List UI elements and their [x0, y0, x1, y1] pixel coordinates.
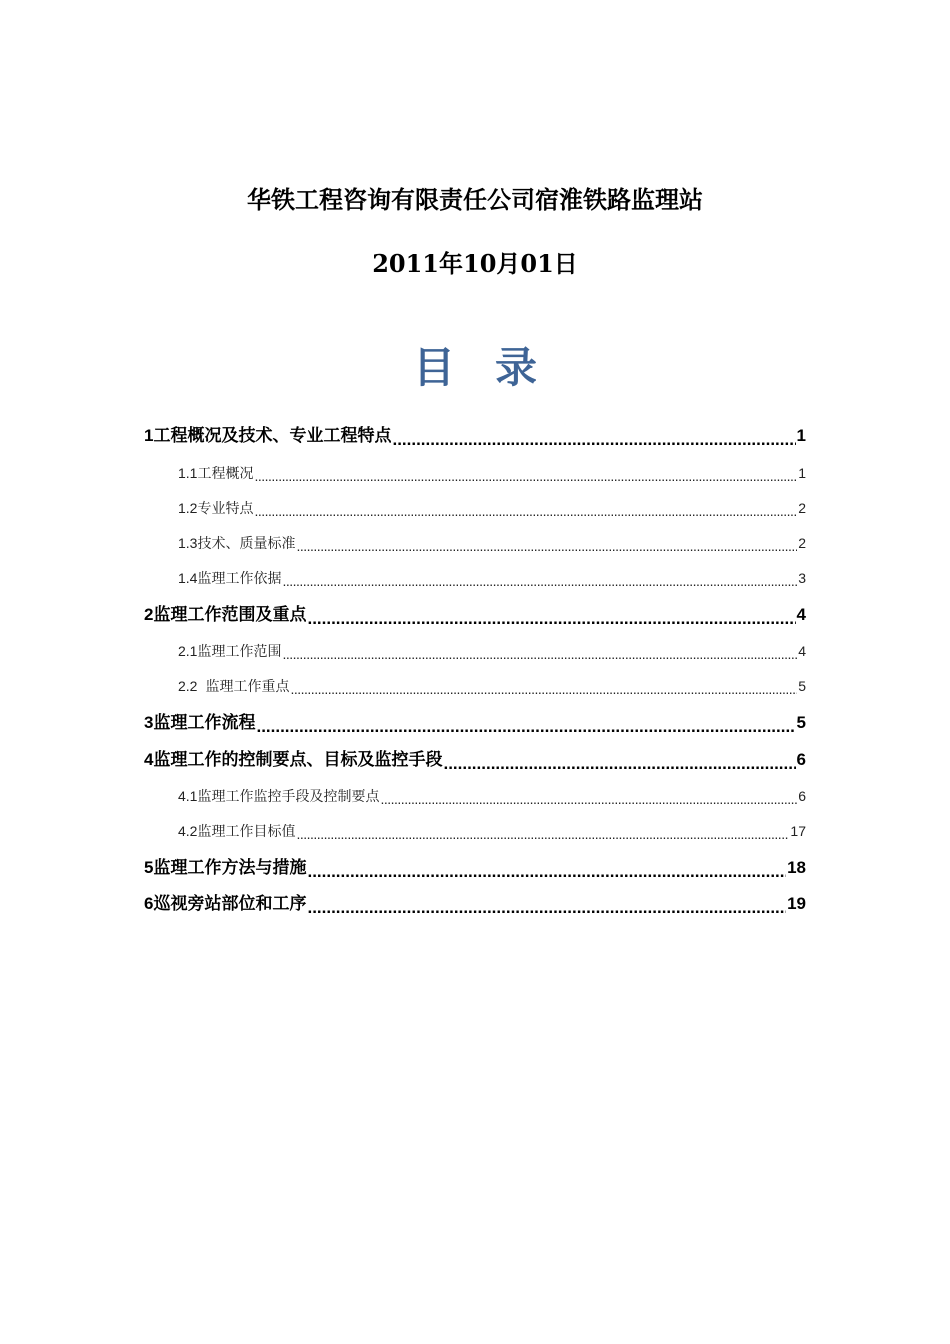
toc-entry-page: 1: [798, 465, 806, 481]
toc-entry-page: 18: [787, 858, 806, 877]
toc-entry-number: 2.2: [178, 678, 198, 694]
toc-entry-number: 1: [144, 426, 154, 445]
toc-leader-dots: [307, 863, 786, 880]
toc-leader-dots: [282, 647, 797, 661]
toc-entry-3[interactable]: [144, 711, 806, 735]
toc-leader-dots: [256, 718, 795, 735]
toc-leader-dots: [282, 574, 797, 588]
toc-entry-2-2[interactable]: [178, 676, 806, 696]
toc-entry-page: 1: [796, 426, 806, 445]
toc-entry-label: 技术、质量标准: [197, 535, 296, 551]
toc-entry-label: 专业特点: [197, 500, 254, 516]
toc-entry-4-2[interactable]: [178, 821, 806, 841]
toc-entry-1[interactable]: [144, 424, 806, 448]
toc-leader-dots: [254, 504, 797, 518]
toc-entry-label: 监理工作的控制要点、目标及监控手段: [153, 750, 443, 769]
toc-entry-number: 1.3: [178, 535, 198, 551]
toc-entry-number: 1.2: [178, 500, 198, 516]
toc-leader-dots: [290, 682, 797, 696]
toc-entry-number: 2: [144, 605, 154, 624]
toc-entry-label: 监理工作范围: [197, 643, 282, 659]
toc-entry-1-1[interactable]: [178, 463, 806, 483]
toc-entry-label: 工程概况及技术、专业工程特点: [153, 426, 392, 445]
toc-entry-6[interactable]: [144, 892, 806, 916]
toc-entry-number: 4.2: [178, 823, 198, 839]
toc-entry-number: 5: [144, 858, 154, 877]
toc-entry-label: 监理工作监控手段及控制要点: [197, 788, 380, 804]
toc-entry-page: 5: [798, 678, 806, 694]
toc-entry-page: 4: [796, 605, 806, 624]
toc-leader-dots: [254, 469, 797, 483]
toc-entry-number: 2.1: [178, 643, 198, 659]
toc-entry-label: 监理工作依据: [197, 570, 282, 586]
toc-leader-dots: [296, 827, 789, 841]
toc-entry-page: 6: [798, 788, 806, 804]
toc-entry-page: 5: [796, 713, 806, 732]
toc-entry-number: 3: [144, 713, 154, 732]
toc-entry-number: 1.1: [178, 465, 198, 481]
toc-entry-label: 监理工作方法与措施: [153, 858, 307, 877]
toc-entry-1-2[interactable]: [178, 498, 806, 518]
toc-leader-dots: [392, 431, 795, 448]
toc-title: 目录: [412, 343, 577, 392]
toc-entry-label: 工程概况: [197, 465, 254, 481]
toc-entry-label: 巡视旁站部位和工序: [153, 894, 307, 913]
toc-entry-2[interactable]: [144, 603, 806, 627]
toc-leader-dots: [443, 755, 795, 772]
company-name: 华铁工程咨询有限责任公司宿淮铁路监理站: [247, 185, 703, 214]
toc-entry-4-1[interactable]: [178, 786, 806, 806]
toc-entry-4[interactable]: [144, 748, 806, 772]
toc-entry-label: 监理工作目标值: [197, 823, 296, 839]
toc-entry-label: 监理工作范围及重点: [153, 605, 307, 624]
toc-entry-page: 19: [787, 894, 806, 913]
toc-entry-page: 3: [798, 570, 806, 586]
toc-entry-page: 17: [790, 823, 806, 839]
toc-entry-page: 2: [798, 500, 806, 516]
toc-entry-number: 1.4: [178, 570, 198, 586]
toc-entry-number: 6: [144, 894, 154, 913]
toc-leader-dots: [380, 792, 797, 806]
toc-entry-label: 监理工作流程: [153, 713, 256, 732]
toc-entry-page: 6: [796, 750, 806, 769]
document-date: 2011年10月01日: [372, 249, 578, 278]
toc-entry-5[interactable]: [144, 856, 806, 880]
toc-leader-dots: [307, 899, 786, 916]
toc-entry-number: 4.1: [178, 788, 198, 804]
toc-leader-dots: [307, 610, 795, 627]
toc-entry-page: 2: [798, 535, 806, 551]
toc-entry-label: 监理工作重点: [205, 678, 290, 694]
toc-leader-dots: [296, 539, 797, 553]
toc-entry-page: 4: [798, 643, 806, 659]
toc-entry-1-4[interactable]: [178, 568, 806, 588]
toc-entry-2-1[interactable]: [178, 641, 806, 661]
toc-entry-number: 4: [144, 750, 154, 769]
toc-entry-1-3[interactable]: [178, 533, 806, 553]
